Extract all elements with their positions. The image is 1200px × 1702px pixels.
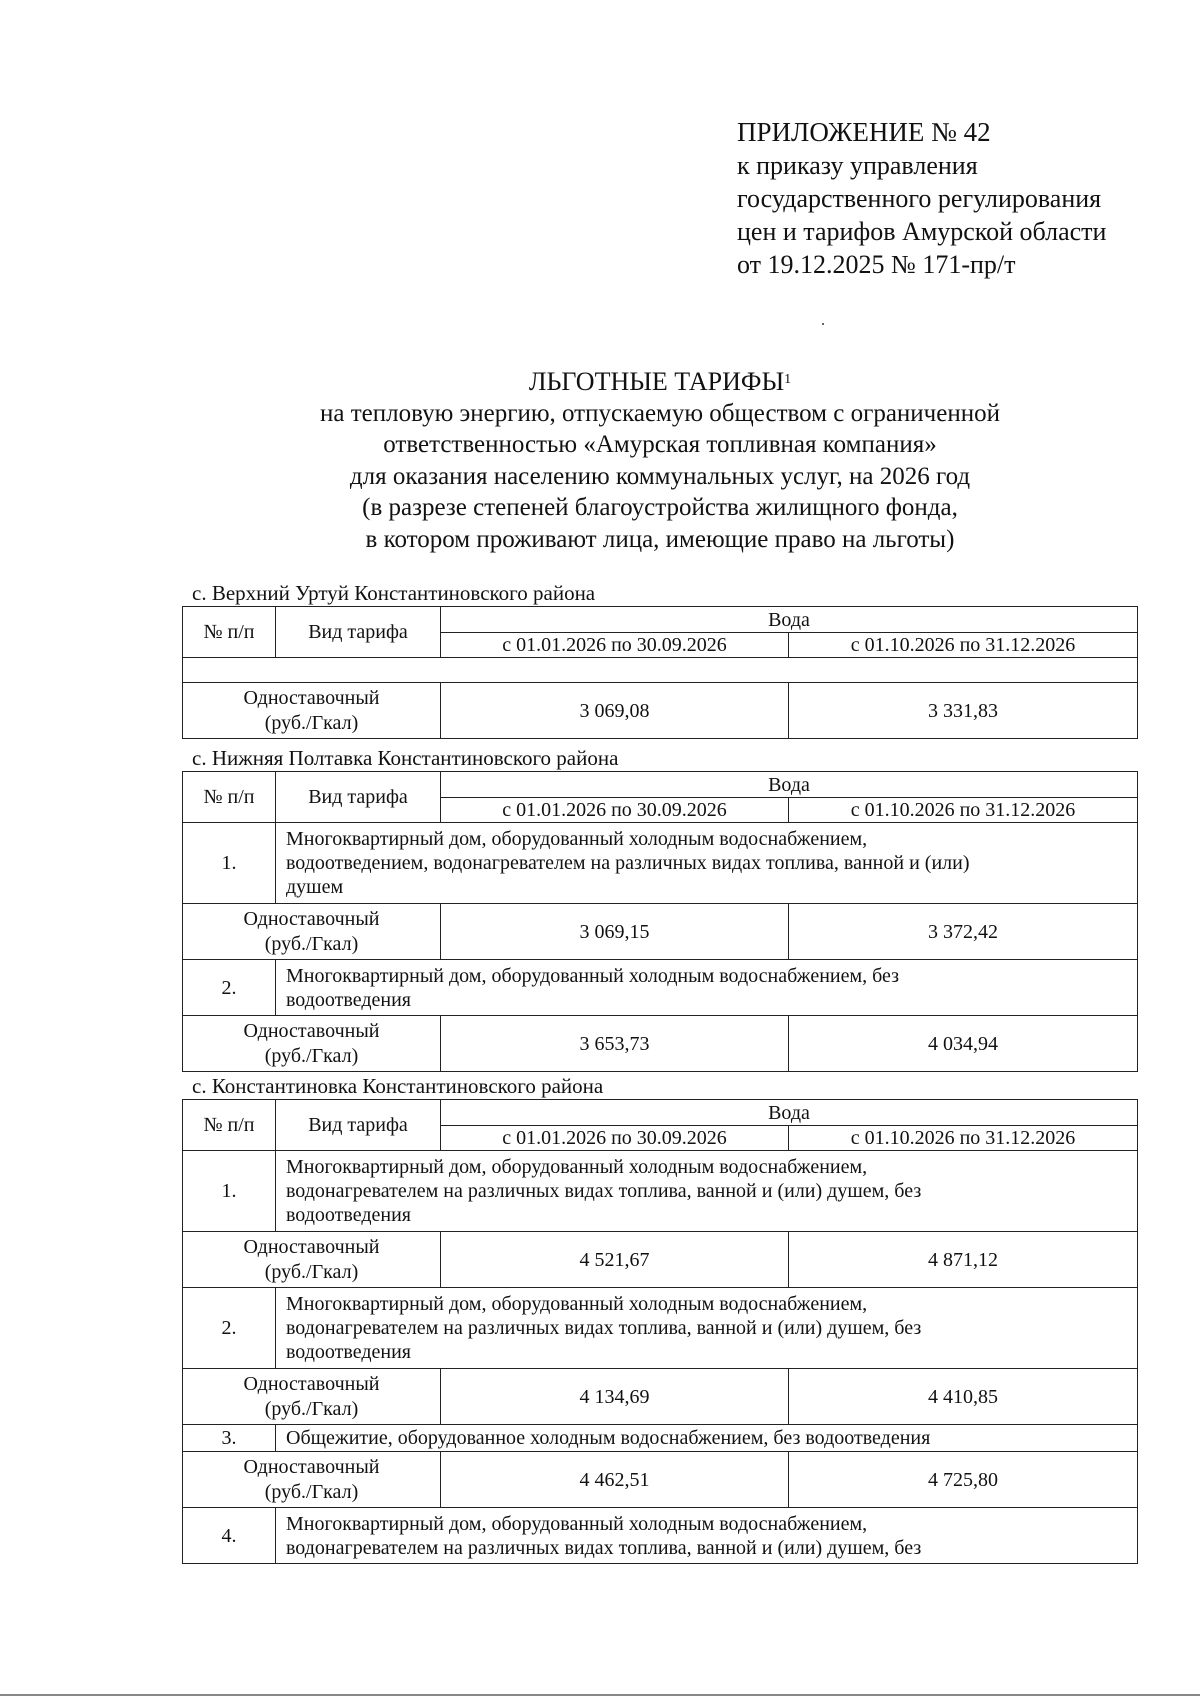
section-caption: с. Нижняя Полтавка Константиновского района — [192, 746, 619, 770]
header-type: Вид тарифа — [276, 607, 441, 658]
tariff-table — [182, 1099, 1138, 1564]
tariff-value-2: 4 871,12 — [789, 1232, 1138, 1288]
section-caption: с. Константиновка Константиновского района — [192, 1074, 604, 1098]
housing-description: Многоквартирный дом, оборудованный холодным водоснабжением, водоотведением, водонагревателем на различных видах топлива, ванной и (или) душем — [276, 823, 1138, 904]
table-row — [183, 1369, 1138, 1425]
tariff-value-2: 4 410,85 — [789, 1369, 1138, 1425]
table-row — [183, 904, 1138, 960]
tariff-value-1: 3 069,15 — [441, 904, 789, 960]
scan-edge-line — [0, 1694, 1200, 1696]
header-num: № п/п — [183, 1100, 276, 1151]
header-type: Вид тарифа — [276, 772, 441, 823]
table-row — [183, 658, 1138, 683]
table-row — [183, 1508, 1138, 1564]
empty-row — [183, 658, 1138, 683]
title-line: в котором проживают лица, имеющие право на льготы) — [365, 525, 955, 553]
table-row — [183, 1288, 1138, 1369]
tariff-value-2: 3 372,42 — [789, 904, 1138, 960]
housing-description: Общежитие, оборудованное холодным водоснабжением, без водоотведения — [276, 1425, 1138, 1452]
header-num: № п/п — [183, 772, 276, 823]
table-row — [183, 1425, 1138, 1452]
row-number: 1. — [183, 1151, 276, 1232]
table-row — [183, 1151, 1138, 1232]
table-row — [183, 1016, 1138, 1072]
header-period-2: с 01.10.2026 по 31.12.2026 — [789, 633, 1138, 658]
header-period-1: с 01.01.2026 по 30.09.2026 — [441, 1126, 789, 1151]
annex-line: государственного регулирования — [737, 184, 1102, 213]
header-period-1: с 01.01.2026 по 30.09.2026 — [441, 798, 789, 823]
tariff-value-1: 3 653,73 — [441, 1016, 789, 1072]
housing-description: Многоквартирный дом, оборудованный холодным водоснабжением, без водоотведения — [276, 960, 1138, 1016]
title-line: для оказания населению коммунальных услуг, на 2026 год — [349, 462, 971, 490]
tariff-table — [182, 771, 1138, 1072]
table-row — [183, 683, 1138, 739]
section-nizhnyaya-poltavka — [182, 746, 1137, 1072]
row-number: 3. — [183, 1425, 276, 1452]
section-konstantinovka — [182, 1074, 1137, 1564]
title-line: ответственностью «Амурская топливная компания» — [383, 431, 937, 459]
annex-line: к приказу управления — [737, 151, 978, 180]
header-num: № п/п — [183, 607, 276, 658]
section-verkhniy-urtuy — [182, 581, 1137, 739]
header-water: Вода — [441, 772, 1138, 798]
header-period-2: с 01.10.2026 по 31.12.2026 — [789, 1126, 1138, 1151]
title-line: на тепловую энергию, отпускаемую обществом с ограниченной — [320, 399, 1000, 427]
annex-number: ПРИЛОЖЕНИЕ № 42 — [737, 117, 991, 147]
header-type: Вид тарифа — [276, 1100, 441, 1151]
tariff-type-cell: Одноставочный (руб./Гкал) — [183, 1452, 441, 1508]
document-title — [180, 366, 1140, 556]
annex-order-date: от 19.12.2025 № 171-пр/т — [737, 250, 1016, 279]
title-main: ЛЬГОТНЫЕ ТАРИФЫ$^1$ — [528, 367, 792, 396]
table-row — [183, 1452, 1138, 1508]
housing-description: Многоквартирный дом, оборудованный холодным водоснабжением, водонагревателем на различных видах топлива, ванной и (или) душем, без водоотведения — [276, 1151, 1138, 1232]
row-number: 2. — [183, 1288, 276, 1369]
tariff-type-cell: Одноставочный (руб./Гкал) — [183, 904, 441, 960]
row-number: 4. — [183, 1508, 276, 1564]
tariff-value-2: 4 034,94 — [789, 1016, 1138, 1072]
footnote-mark: 1 — [784, 372, 792, 387]
header-period-1: с 01.01.2026 по 30.09.2026 — [441, 633, 789, 658]
tariff-value-2: 3 331,83 — [789, 683, 1138, 739]
header-period-2: с 01.10.2026 по 31.12.2026 — [789, 798, 1138, 823]
tariff-type-cell: Одноставочный (руб./Гкал) — [183, 1016, 441, 1072]
tariff-value-1: 3 069,08 — [441, 683, 789, 739]
housing-description: Многоквартирный дом, оборудованный холодным водоснабжением, водонагревателем на различных видах топлива, ванной и (или) душем, без водоотведения — [276, 1288, 1138, 1369]
annex-line: цен и тарифов Амурской области — [737, 217, 1107, 246]
housing-description: Многоквартирный дом, оборудованный холодным водоснабжением, водонагревателем на различных видах топлива, ванной и (или) душем, без — [276, 1508, 1138, 1564]
table-row — [183, 1232, 1138, 1288]
header-water: Вода — [441, 1100, 1138, 1126]
table-row — [183, 823, 1138, 904]
section-caption: с. Верхний Уртуй Константиновского района — [192, 581, 596, 605]
tariff-value-1: 4 462,51 — [441, 1452, 789, 1508]
row-number: 2. — [183, 960, 276, 1016]
tariff-value-1: 4 521,67 — [441, 1232, 789, 1288]
title-line: (в разрезе степеней благоустройства жилищного фонда, — [362, 494, 958, 522]
scan-speck — [822, 323, 824, 325]
tariff-value-2: 4 725,80 — [789, 1452, 1138, 1508]
tariff-value-1: 4 134,69 — [441, 1369, 789, 1425]
annex-header — [737, 116, 1106, 281]
tariff-type-cell: Одноставочный (руб./Гкал) — [183, 1232, 441, 1288]
header-water: Вода — [441, 607, 1138, 633]
tariff-type-cell: Одноставочный (руб./Гкал) — [183, 683, 441, 739]
tariff-type-cell: Одноставочный (руб./Гкал) — [183, 1369, 441, 1425]
tariff-table — [182, 606, 1138, 739]
table-row — [183, 960, 1138, 1016]
row-number: 1. — [183, 823, 276, 904]
